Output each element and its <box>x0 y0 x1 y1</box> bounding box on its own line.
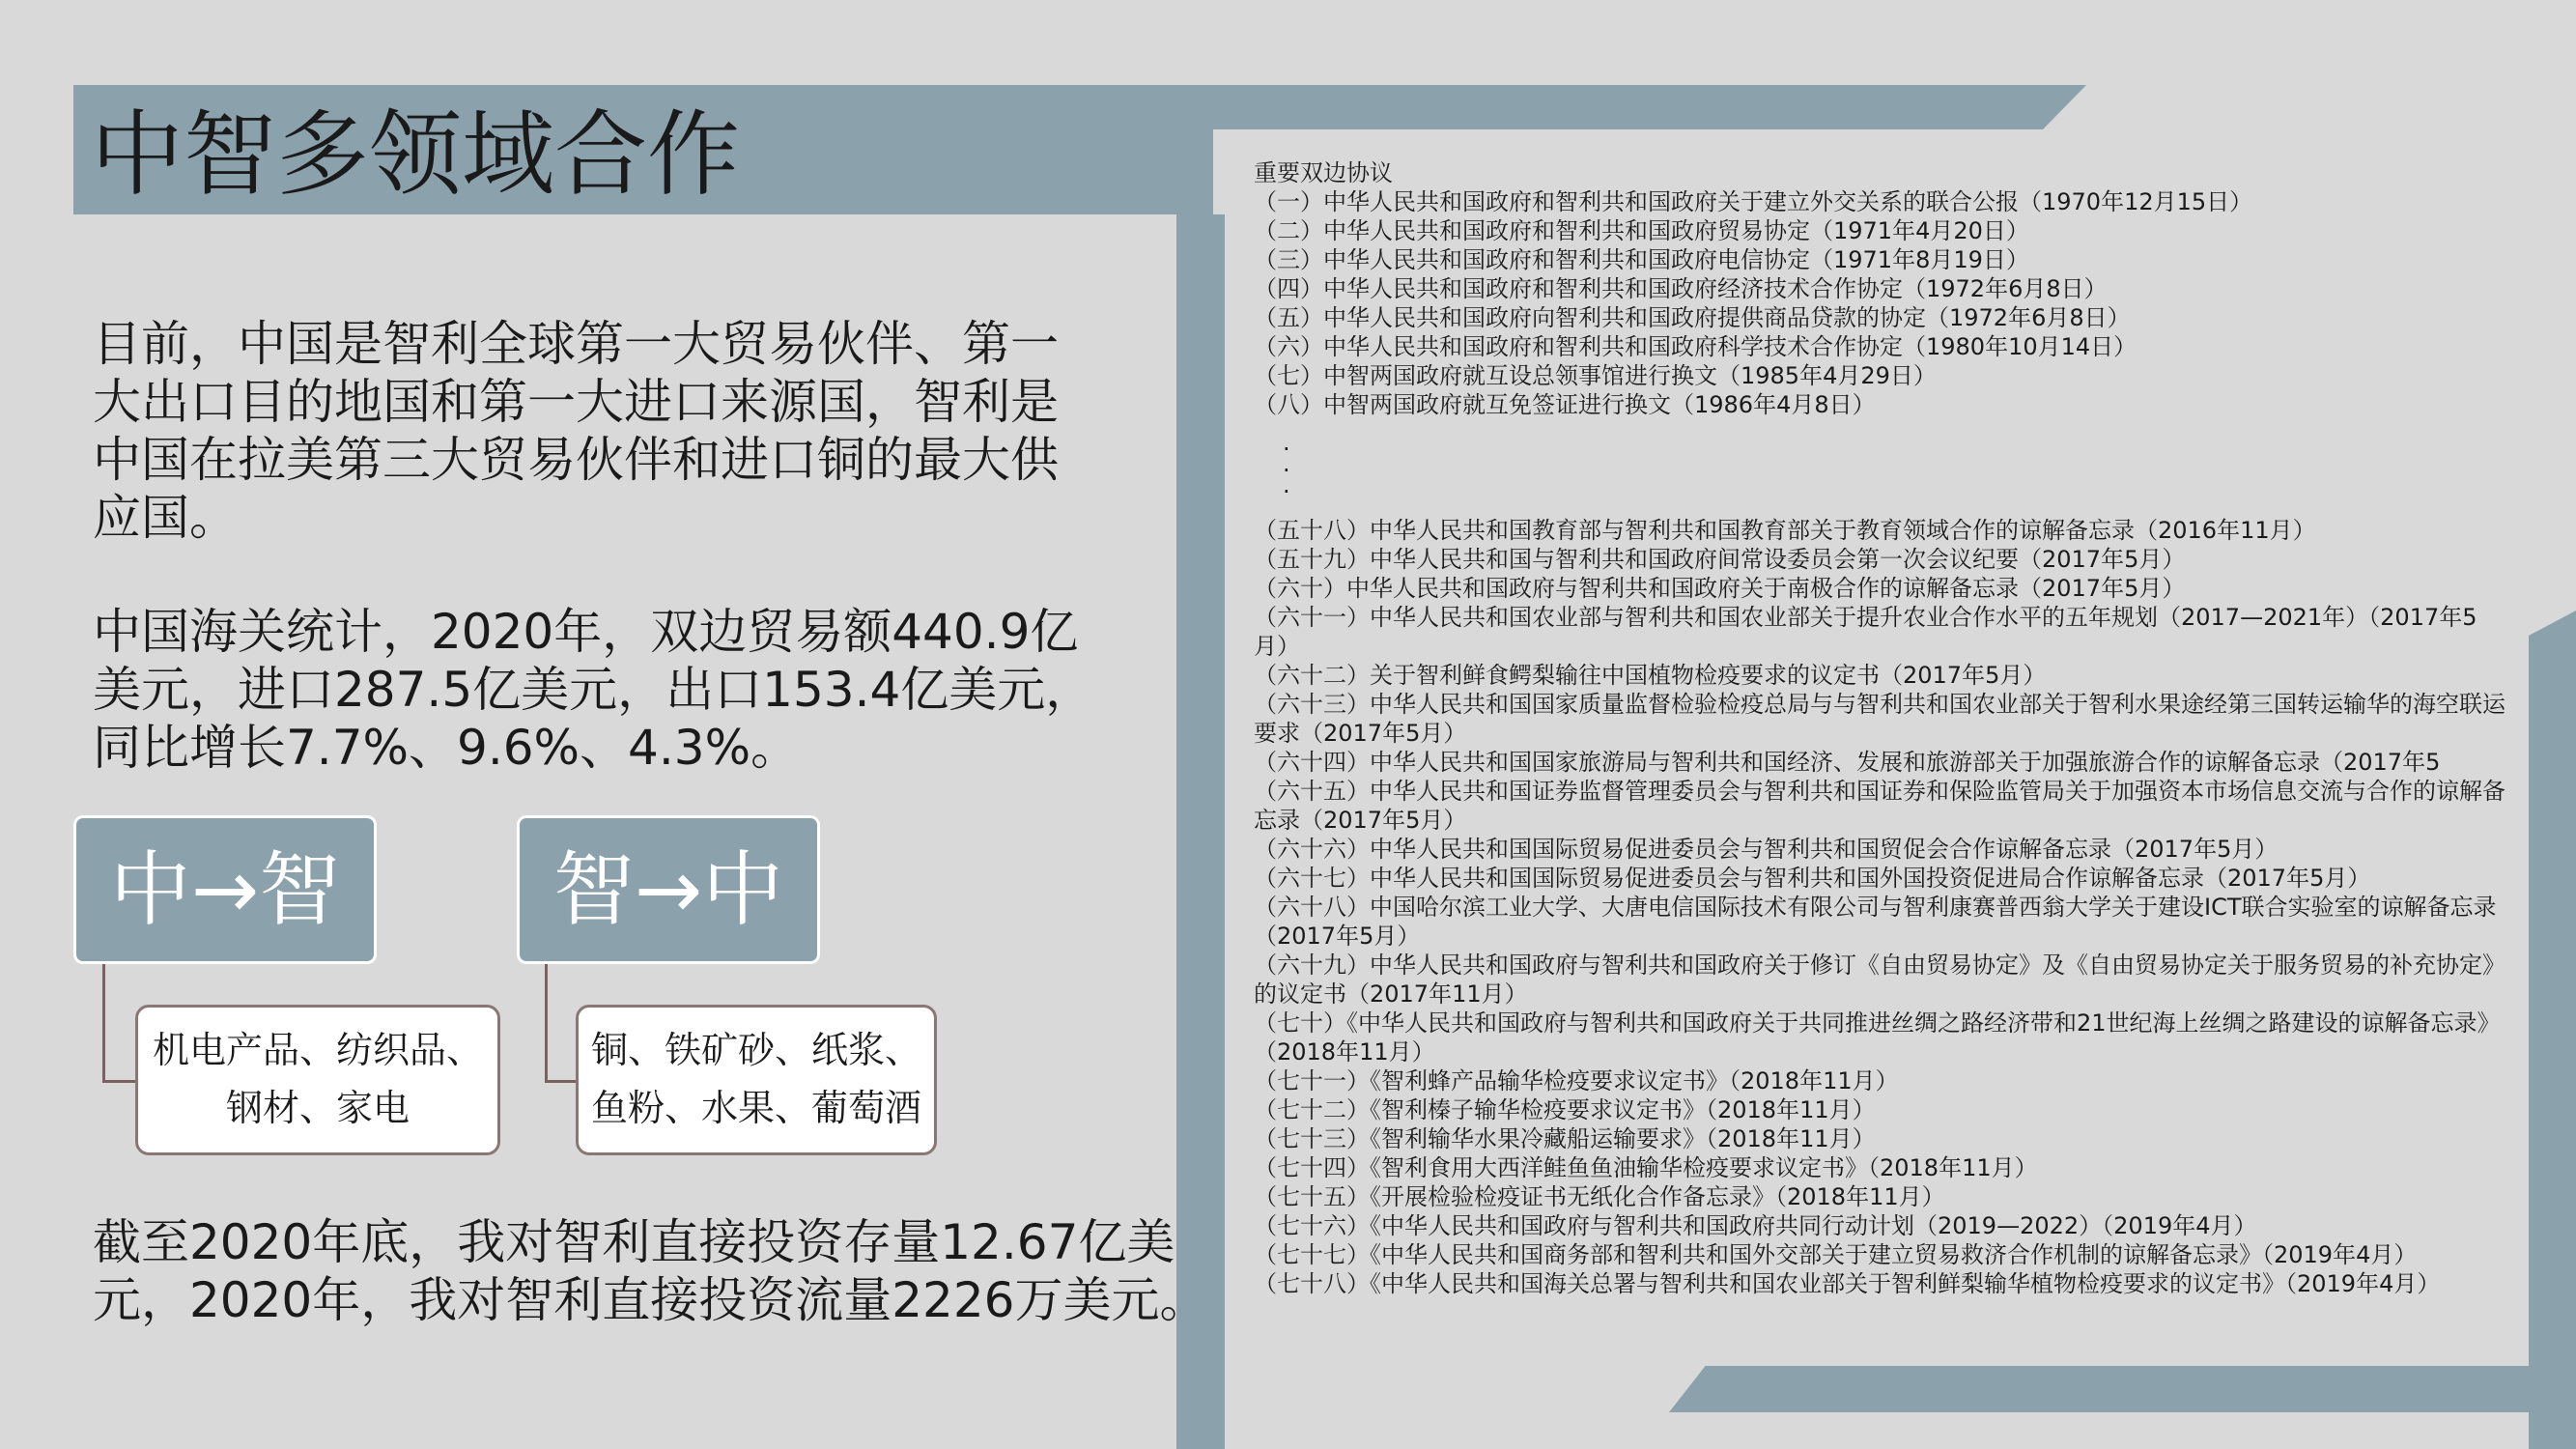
ellipsis-dot: · <box>1283 436 1290 463</box>
agreement-item: （三）中华人民共和国政府和智利共和国政府电信协定（1971年8月19日） <box>1254 246 2029 273</box>
agreement-item: （七）中智两国政府就互设总领事馆进行换文（1985年4月29日） <box>1254 362 1937 389</box>
agreement-item: （六十六）中华人民共和国国际贸易促进委员会与智利共和国贸促会合作谅解备忘录（2017年5月） <box>1254 836 2279 863</box>
agreement-item: （五）中华人民共和国政府向智利共和国政府提供商品贷款的协定（1972年6月8日） <box>1254 304 2131 331</box>
text-line: 目前，中国是智利全球第一大贸易伙伴、第一 <box>93 316 1059 372</box>
paragraph-investment <box>93 1213 1232 1329</box>
agreement-item: （六十四）中华人民共和国国家旅游局与智利共和国经济、发展和旅游部关于加强旅游合作的谅解备忘录（2017年5 <box>1254 749 2441 776</box>
agreement-item: （六十二）关于智利鲜食鳄梨输往中国植物检疫要求的议定书（2017年5月） <box>1254 662 2047 689</box>
agreement-item: （六十）中华人民共和国政府与智利共和国政府关于南极合作的谅解备忘录（2017年5月） <box>1254 575 2186 602</box>
text-line: 元，2020年，我对智利直接投资流量2226万美元。 <box>93 1272 1208 1328</box>
agreement-item: （一）中华人民共和国政府和智利共和国政府关于建立外交关系的联合公报（1970年12月15日） <box>1254 188 2253 215</box>
connector-line <box>102 1080 137 1083</box>
connector-line <box>545 962 548 1082</box>
agreement-item: （七十二）《智利榛子输华检疫要求议定书》（2018年11月） <box>1254 1096 1876 1123</box>
ellipsis-dot: · <box>1283 457 1290 484</box>
text-line: 中国在拉美第三大贸易伙伴和进口铜的最大供 <box>93 432 1059 488</box>
goods-line: 鱼粉、水果、葡萄酒 <box>590 1087 921 1129</box>
agreement-item: （六）中华人民共和国政府和智利共和国政府科学技术合作协定（1980年10月14日） <box>1254 333 2137 360</box>
text-line: 应国。 <box>93 490 238 546</box>
agreement-item: （七十四）《智利食用大西洋鲑鱼鱼油输华检疫要求议定书》（2018年11月） <box>1254 1154 2038 1181</box>
connector-line <box>545 1080 578 1083</box>
agreement-item: （五十九）中华人民共和国与智利共和国政府间常设委员会第一次会议纪要（2017年5月） <box>1254 546 2186 573</box>
agreement-item: （七十六）《中华人民共和国政府与智利共和国政府共同行动计划（2019—2022）（2019年4月） <box>1254 1212 2257 1239</box>
ellipsis-dot: · <box>1283 478 1290 505</box>
text-line: 大出口目的地国和第一大进口来源国，智利是 <box>93 374 1059 430</box>
agreement-item: （八）中智两国政府就互免签证进行换文（1986年4月8日） <box>1254 391 1876 418</box>
agreement-item: （七十）《中华人民共和国政府与智利共和国政府关于共同推进丝绸之路经济带和21世纪海上丝绸之路建设的谅解备忘录》（2018年11月） <box>1254 1009 2501 1065</box>
agreement-item: （四）中华人民共和国政府和智利共和国政府经济技术合作协定（1972年6月8日） <box>1254 275 2108 302</box>
agreement-item: （六十七）中华人民共和国国际贸易促进委员会与智利共和国外国投资促进局合作谅解备忘录（2017年5月） <box>1254 865 2371 892</box>
paragraph-trade-partner <box>93 315 1175 547</box>
agreement-item: （六十九）中华人民共和国政府与智利共和国政府关于修订《自由贸易协定》及《自由贸易协定关于服务贸易的补充协定》的议定书（2017年11月） <box>1254 952 2505 1008</box>
text-line: 美元，进口287.5亿美元，出口153.4亿美元， <box>93 662 1094 718</box>
agreement-item: （七十一）《智利蜂产品输华检疫要求议定书》（2018年11月） <box>1254 1067 1899 1094</box>
agreement-item: （二）中华人民共和国政府和智利共和国政府贸易协定（1971年4月20日） <box>1254 217 2029 244</box>
agreement-item: （七十三）《智利输华水果冷藏船运输要求》（2018年11月） <box>1254 1125 1876 1152</box>
agreement-item: （六十八）中国哈尔滨工业大学、大唐电信国际技术有限公司与智利康赛普西翁大学关于建设ICT联合实验室的谅解备忘录（2017年5月） <box>1254 894 2497 950</box>
agreement-item: （七十五）《开展检验检疫证书无纸化合作备忘录》（2018年11月） <box>1254 1183 1945 1210</box>
agreement-item: （六十五）中华人民共和国证券监督管理委员会与智利共和国证券和保险监管局关于加强资本市场信息交流与合作的谅解备忘录（2017年5月） <box>1254 778 2505 834</box>
agreements-list <box>1254 158 2509 1298</box>
agreement-item: （六十三）中华人民共和国国家质量监督检验检疫总局与与智利共和国农业部关于智利水果途经第三国转运输华的海空联运要求（2017年5月） <box>1254 691 2505 747</box>
text-line: 中国海关统计，2020年，双边贸易额440.9亿 <box>93 604 1079 660</box>
agreement-item: （五十八）中华人民共和国教育部与智利共和国教育部关于教育领域合作的谅解备忘录（2016年11月） <box>1254 517 2316 544</box>
agreement-item: （七十八）《中华人民共和国海关总署与智利共和国农业部关于智利鲜梨输华植物检疫要求的议定书》（2019年4月） <box>1254 1270 2441 1297</box>
agreement-item: （七十七）《中华人民共和国商务部和智利共和国外交部关于建立贸易救济合作机制的谅解备忘录》（2019年4月） <box>1254 1241 2418 1268</box>
import-goods-box <box>576 1005 937 1155</box>
goods-line: 钢材、家电 <box>225 1087 410 1129</box>
right-vertical-bar <box>2529 611 2576 1449</box>
text-line: 同比增长7.7%、9.6%、4.3%。 <box>93 720 800 776</box>
connector-line <box>102 962 105 1082</box>
goods-line: 机电产品、纺织品、 <box>152 1029 483 1071</box>
title-bar-extension <box>1120 85 2086 129</box>
agreements-heading: 重要双边协议 <box>1254 159 1393 186</box>
agreement-item: （六十一）中华人民共和国农业部与智利共和国农业部关于提升农业合作水平的五年规划（2017—2021年）（2017年5月） <box>1254 604 2477 660</box>
goods-line: 铜、铁矿砂、纸浆、 <box>590 1029 921 1071</box>
export-goods-box <box>135 1005 500 1155</box>
text-line: 截至2020年底，我对智利直接投资存量12.67亿美 <box>93 1214 1175 1270</box>
flow-box-china-to-chile: 中→智 <box>73 815 377 964</box>
paragraph-customs-stats <box>93 603 1175 777</box>
flow-box-chile-to-china: 智→中 <box>517 815 820 964</box>
page-title: 中智多领域合作 <box>91 100 740 209</box>
bottom-bar <box>1669 1366 2576 1412</box>
